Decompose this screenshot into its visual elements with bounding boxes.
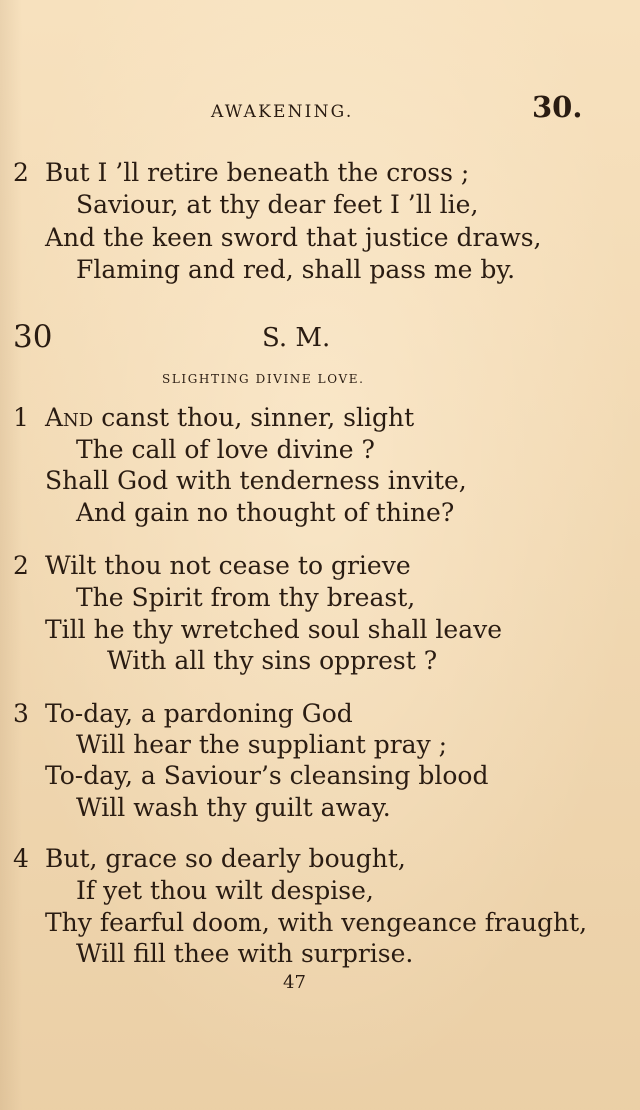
verse-line: Wilt thou not cease to grieve: [45, 551, 411, 580]
verse-line: Till he thy wretched soul shall leave: [45, 615, 503, 644]
verse-first-word: And: [45, 403, 94, 432]
hymn-subject: SLIGHTING DIVINE LOVE.: [162, 372, 365, 386]
verse-number: 1: [13, 403, 29, 432]
verse-line: Flaming and red, shall pass me by.: [76, 255, 516, 284]
verse-number: 3: [13, 699, 29, 728]
verse-number: 2: [13, 158, 29, 187]
verse-number: 4: [13, 844, 29, 873]
verse-line: Thy fearful doom, with vengeance fraught,: [45, 908, 588, 937]
verse-line-rest: canst thou, sinner, slight: [93, 403, 415, 432]
header-page-number: 30.: [532, 90, 583, 124]
verse-line: If yet thou wilt despise,: [76, 876, 374, 905]
verse-number: 2: [13, 551, 29, 580]
verse-line: [45, 405, 414, 430]
verse-line: Saviour, at thy dear feet I ’ll lie,: [76, 190, 479, 219]
verse-line: With all thy sins opprest ?: [107, 646, 438, 675]
verse-line: But I ’ll retire beneath the cross ;: [45, 158, 470, 187]
verse-line: To-day, a pardoning God: [45, 699, 353, 728]
verse-line: Will hear the suppliant pray ;: [76, 730, 448, 759]
footer-page-number: 47: [283, 972, 306, 993]
verse-line: But, grace so dearly bought,: [45, 844, 406, 873]
verse-line: Shall God with tenderness invite,: [45, 466, 467, 495]
running-header: AWAKENING.: [211, 102, 354, 122]
verse-line: The Spirit from thy breast,: [76, 583, 416, 612]
verse-line: Will fill thee with surprise.: [76, 939, 414, 968]
verse-line: And gain no thought of thine?: [76, 498, 455, 527]
verse-line: The call of love divine ?: [76, 435, 375, 464]
verse-line: Will wash thy guilt away.: [76, 793, 391, 822]
verse-line: And the keen sword that justice draws,: [45, 223, 542, 252]
verse-line: To-day, a Saviour’s cleansing blood: [45, 761, 489, 790]
hymn-number: 30: [13, 319, 53, 355]
hymn-meter: S. M.: [262, 323, 331, 353]
